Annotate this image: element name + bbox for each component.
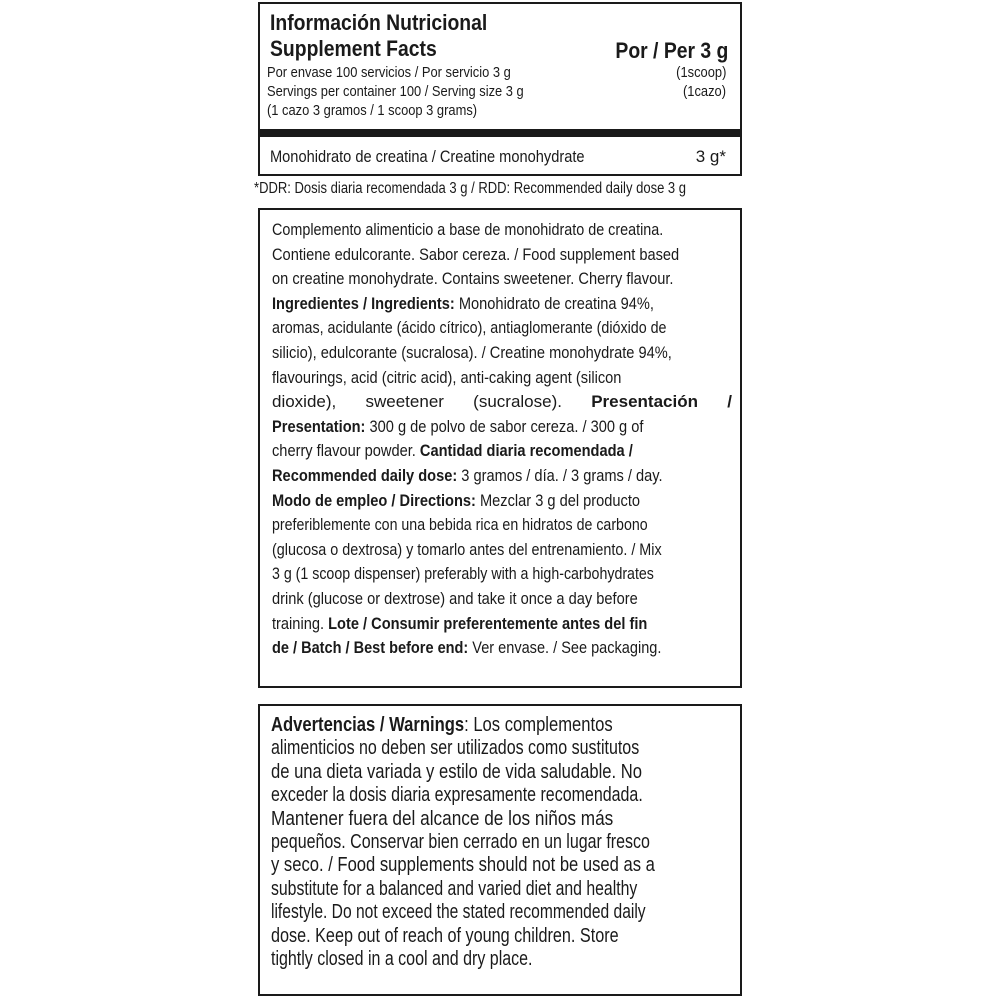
warning-line: lifestyle. Do not exceed the stated recommended daily	[271, 901, 646, 924]
presentation-slash: /	[727, 392, 732, 412]
nutrient-label: Monohidrato de creatina / Creatine monohydrate	[270, 147, 585, 166]
presentation-label: Presentación	[591, 392, 698, 412]
info-text: training.	[272, 613, 325, 633]
info-line: silicio), edulcorante (sucralosa). / Creatine monohydrate 94%,	[272, 342, 672, 362]
info-line	[272, 390, 732, 415]
servings-en: Servings per container 100 / Serving size 3 g	[267, 83, 524, 100]
facts-title-es: Información Nutricional	[270, 10, 488, 35]
info-line	[272, 612, 668, 637]
daily-dose-label: Cantidad diaria recomendada /	[419, 441, 633, 461]
ingredients-label: Ingredientes / Ingredients:	[272, 293, 455, 313]
warning-line: exceder la dosis diaria expresamente recomendada.	[271, 784, 643, 807]
warnings-text	[271, 714, 732, 971]
nutrient-value: 3 g*	[695, 147, 726, 166]
warnings-label: Advertencias / Warnings	[271, 714, 465, 736]
warning-line: substitute for a balanced and varied diet and healthy	[271, 877, 638, 900]
servings-es: Por envase 100 servicios / Por servicio 3 g	[267, 64, 511, 81]
warning-line: de una dieta variada y estilo de vida saludable. No	[271, 760, 642, 783]
info-line	[272, 292, 668, 317]
product-info-text	[272, 218, 732, 661]
info-line	[272, 464, 668, 489]
info-text: Ver envase. / See packaging.	[472, 638, 662, 658]
info-text: dioxide),	[272, 392, 337, 412]
info-line: flavourings, acid (citric acid), anti-caking agent (silicon	[272, 367, 622, 387]
info-line: drink (glucose or dextrose) and take it once a day before	[272, 588, 638, 608]
info-text: (sucralose).	[473, 392, 562, 412]
warnings-panel	[258, 704, 742, 996]
info-line	[272, 439, 668, 464]
info-text: sweetener	[365, 392, 444, 412]
info-line: preferiblemente con una bebida rica en hidratos de carbono	[272, 515, 648, 535]
facts-per-serving: Por / Per 3 g	[615, 38, 728, 63]
info-line	[272, 415, 668, 440]
info-line: Complemento alimenticio a base de monohidrato de creatina.	[272, 220, 664, 239]
info-text: Monohidrato de creatina 94%,	[458, 293, 654, 313]
warning-line: alimenticios no deben ser utilizados como sustitutos	[271, 737, 640, 760]
info-line: on creatine monohydrate. Contains sweetener. Cherry flavour.	[272, 269, 674, 289]
ddr-footnote: *DDR: Dosis diaria recomendada 3 g / RDD: Recommended daily dose 3 g	[254, 180, 687, 197]
info-text: cherry flavour powder.	[272, 441, 416, 461]
scoop-note: (1 cazo 3 gramos / 1 scoop 3 grams)	[267, 102, 478, 119]
facts-divider	[260, 129, 740, 137]
warning-line: y seco. / Food supplements should not be used as a	[271, 854, 655, 877]
facts-title-en: Supplement Facts	[270, 36, 437, 61]
best-before-label: de / Batch / Best before end:	[272, 638, 469, 658]
scoop-es: (1cazo)	[682, 83, 726, 100]
warning-line: dose. Keep out of reach of young children. Store	[271, 924, 619, 947]
info-line	[272, 636, 665, 661]
directions-label: Modo de empleo / Directions:	[272, 490, 476, 510]
warning-line: Mantener fuera del alcance de los niños más	[271, 807, 614, 830]
daily-dose-label-en: Recommended daily dose:	[272, 465, 458, 485]
presentation-label-en: Presentation:	[272, 416, 366, 436]
warning-line: tightly closed in a cool and dry place.	[271, 948, 533, 971]
warning-line	[271, 714, 654, 737]
scoop-en: (1scoop)	[675, 64, 726, 81]
info-line: Contiene edulcorante. Sabor cereza. / Food supplement based	[272, 244, 680, 264]
info-line: (glucosa o dextrosa) y tomarlo antes del entrenamiento. / Mix	[272, 539, 662, 559]
info-text: 3 gramos / día. / 3 grams / day.	[461, 465, 663, 485]
info-text: 300 g de polvo de sabor cereza. / 300 g of	[369, 416, 644, 436]
warning-line: pequeños. Conservar bien cerrado en un lugar fresco	[271, 831, 650, 854]
info-text: Mezclar 3 g del producto	[479, 490, 641, 510]
product-info-panel	[258, 208, 742, 688]
info-line: aromas, acidulante (ácido cítrico), antiaglomerante (dióxido de	[272, 318, 667, 338]
batch-label: Lote / Consumir preferentemente antes del fin	[328, 613, 648, 633]
supplement-facts-panel	[258, 2, 742, 176]
warning-text: : Los complementos	[464, 714, 613, 736]
info-line: 3 g (1 scoop dispenser) preferably with a high-carbohydrates	[272, 564, 654, 584]
info-line	[272, 489, 668, 514]
